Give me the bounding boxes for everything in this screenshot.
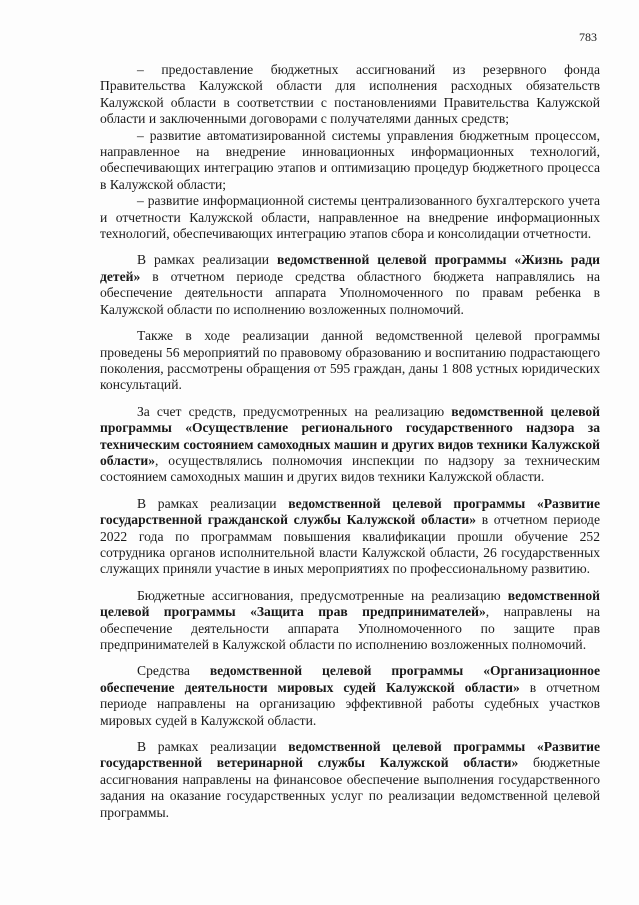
paragraph-text: – предоставление бюджетных ассигнований из резервного фонда Правительства Калужской области для исполнения расходных обязательств Калужской области в соответствии с постановлениями Правительства Калужской области и заключенными договорами с получателями данных средств; <box>100 62 600 127</box>
paragraph <box>100 62 600 128</box>
paragraph-text: Бюджетные ассигнования, предусмотренные на реализацию <box>137 587 508 603</box>
paragraph <box>100 193 600 242</box>
page-number: 783 <box>579 30 597 44</box>
paragraph-text: в отчетном периоде направлены на организацию эффективной работы судебных участков мировых судей в Калужской области. <box>100 679 601 728</box>
bold-text: ведомственной целевой программы «Организационное обеспечение деятельности мировых судей Калужской области» <box>100 663 601 695</box>
paragraph-text: в отчетном периоде средства областного бюджета направлялись на обеспечение деятельности аппарата Уполномоченного по правам ребенка в Калужской области по исполнению возложенных полномочий. <box>100 268 600 317</box>
paragraph-text: бюджетные ассигнования направлены на финансовое обеспечение выполнения государственного задания на оказание государственных услуг по реализации ведомственной целевой программы. <box>100 755 600 820</box>
bold-text: ведомственной целевой программы «Защита прав предпринимателей» <box>100 587 600 620</box>
paragraph <box>100 328 600 394</box>
bold-text: ведомственной целевой программы «Осуществление регионального государственного надзора за техническим состоянием самоходных машин и других видов техники Калужской области» <box>100 403 600 468</box>
paragraph-text: – развитие автоматизированной системы управления бюджетным процессом, направленное на внедрение инновационных информационных технологий, обеспечивающих интеграцию этапов и оптимизацию процедур бюджетного процесса в Калужской области; <box>100 127 600 192</box>
paragraph-text: В рамках реализации <box>137 495 289 511</box>
paragraph-text: , направлены на обеспечение деятельности аппарата Уполномоченного по защите прав предпринимателей в Калужской области по исполнению возложенных полномочий. <box>100 604 600 652</box>
bold-text: ведомственной целевой программы «Жизнь ради детей» <box>100 252 600 284</box>
paragraph <box>100 252 600 318</box>
paragraph-text: – развитие информационной системы централизованного бухгалтерского учета и отчетности Калужской области, направленное на внедрение информационных технологий, обеспечивающих интеграцию этапов сбора и консолидации отчетности. <box>100 193 600 242</box>
paragraph <box>100 739 600 821</box>
paragraph-text: Также в ходе реализации данной ведомственной целевой программы проведены 56 мероприятий по правовому образованию и воспитанию подрастающего поколения, рассмотрены обращения от 595 граждан, даны 1 808 устных юридических консультаций. <box>100 328 600 393</box>
bold-text: ведомственной целевой программы «Развитие государственной ветеринарной службы Калужской области» <box>100 739 600 771</box>
paragraph-text: В рамках реализации <box>137 739 289 755</box>
paragraph <box>100 663 600 729</box>
paragraph-text: В рамках реализации <box>137 252 278 268</box>
paragraph <box>100 588 600 654</box>
paragraph <box>100 128 600 194</box>
paragraph-text: Средства <box>137 663 210 679</box>
paragraph <box>100 496 600 578</box>
document-body <box>100 62 600 821</box>
paragraph-text: За счет средств, предусмотренных на реализацию <box>137 403 452 419</box>
paragraph-text: , осуществлялись полномочия инспекции по надзору за техническим состоянием самоходных машин и других видов техники Калужской области. <box>100 452 600 485</box>
paragraph-text: в отчетном периоде 2022 года по программам повышения квалификации прошли обучение 252 сотрудника органов исполнительной власти Калужской области, 26 государственных служащих приняли участие в иных мероприятиях по профессиональному развитию. <box>100 512 600 577</box>
bold-text: ведомственной целевой программы «Развитие государственной гражданской службы Калужской области» <box>100 495 600 528</box>
paragraph <box>100 404 600 486</box>
